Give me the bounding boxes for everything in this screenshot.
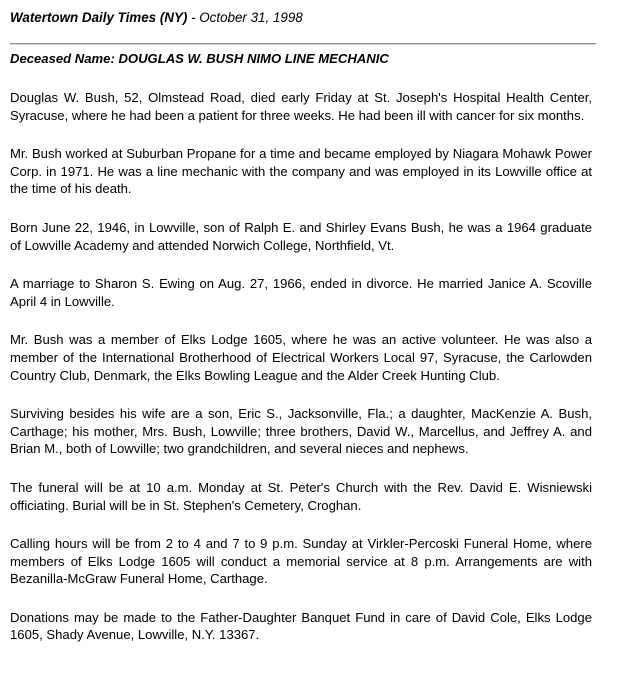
deceased-name-heading: Deceased Name: DOUGLAS W. BUSH NIMO LINE MECHANIC [10, 51, 389, 66]
paragraph-donations: Donations may be made to the Father-Daughter Banquet Fund in care of David Cole, Elks Lodge 1605, Shady Avenue, Lowville, N.Y. 13367. [10, 609, 592, 643]
newspaper-name: Watertown Daily Times (NY) [10, 10, 188, 25]
paragraph-funeral: The funeral will be at 10 a.m. Monday at St. Peter's Church with the Rev. David E. Wisniewski officiating. Burial will be in St. Stephen's Cemetery, Croghan. [10, 479, 592, 513]
paragraph-survivors: Surviving besides his wife are a son, Eric S., Jacksonville, Fla.; a daughter, MacKenzie A. Bush, Carthage; his mother, Mrs. Bush, Lowville; three brothers, David W., Marcellus, and Jeffrey A. and Brian M., both of Lowville; two grandchildren, and several nieces and nephews. [10, 406, 592, 457]
paragraph-marriage: A marriage to Sharon S. Ewing on Aug. 27, 1966, ended in divorce. He married Janice A. Scoville April 4 in Lowville. [10, 276, 592, 309]
paragraph-death-notice: Douglas W. Bush, 52, Olmstead Road, died early Friday at St. Joseph's Hospital Health Center, Syracuse, where he had been a patient for three weeks. He had been ill with cancer for six months. [10, 90, 592, 123]
paragraph-birth-education: Born June 22, 1946, in Lowville, son of Ralph E. and Shirley Evans Bush, he was a 1964 graduate of Lowville Academy and attended Norwich College, Northfield, Vt. [10, 219, 592, 253]
obituary-page [10, 10, 592, 643]
header-divider [10, 43, 596, 45]
paragraph-employment: Mr. Bush worked at Suburban Propane for a time and became employed by Niagara Mohawk Power Corp. in 1971. He was a line mechanic with the company and was employed in its Lowville office at the time of his death. [10, 146, 592, 197]
publication-header [10, 10, 592, 26]
publication-date: October 31, 1998 [199, 10, 303, 25]
paragraph-memberships: Mr. Bush was a member of Elks Lodge 1605, where he was an active volunteer. He was also a member of the International Brotherhood of Electrical Workers Local 97, Syracuse, the Carlowden Country Club, Denmark, the Elks Bowling League and the Alder Creek Hunting Club. [10, 332, 592, 383]
paragraph-calling-hours: Calling hours will be from 2 to 4 and 7 to 9 p.m. Sunday at Virkler-Percoski Funeral Home, where members of Elks Lodge 1605 will conduct a memorial service at 8 p.m. Arrangements are with Bezanilla-McGraw Funeral Home, Carthage. [10, 536, 592, 587]
obituary-body [10, 89, 592, 665]
header-separator: - [187, 10, 200, 25]
